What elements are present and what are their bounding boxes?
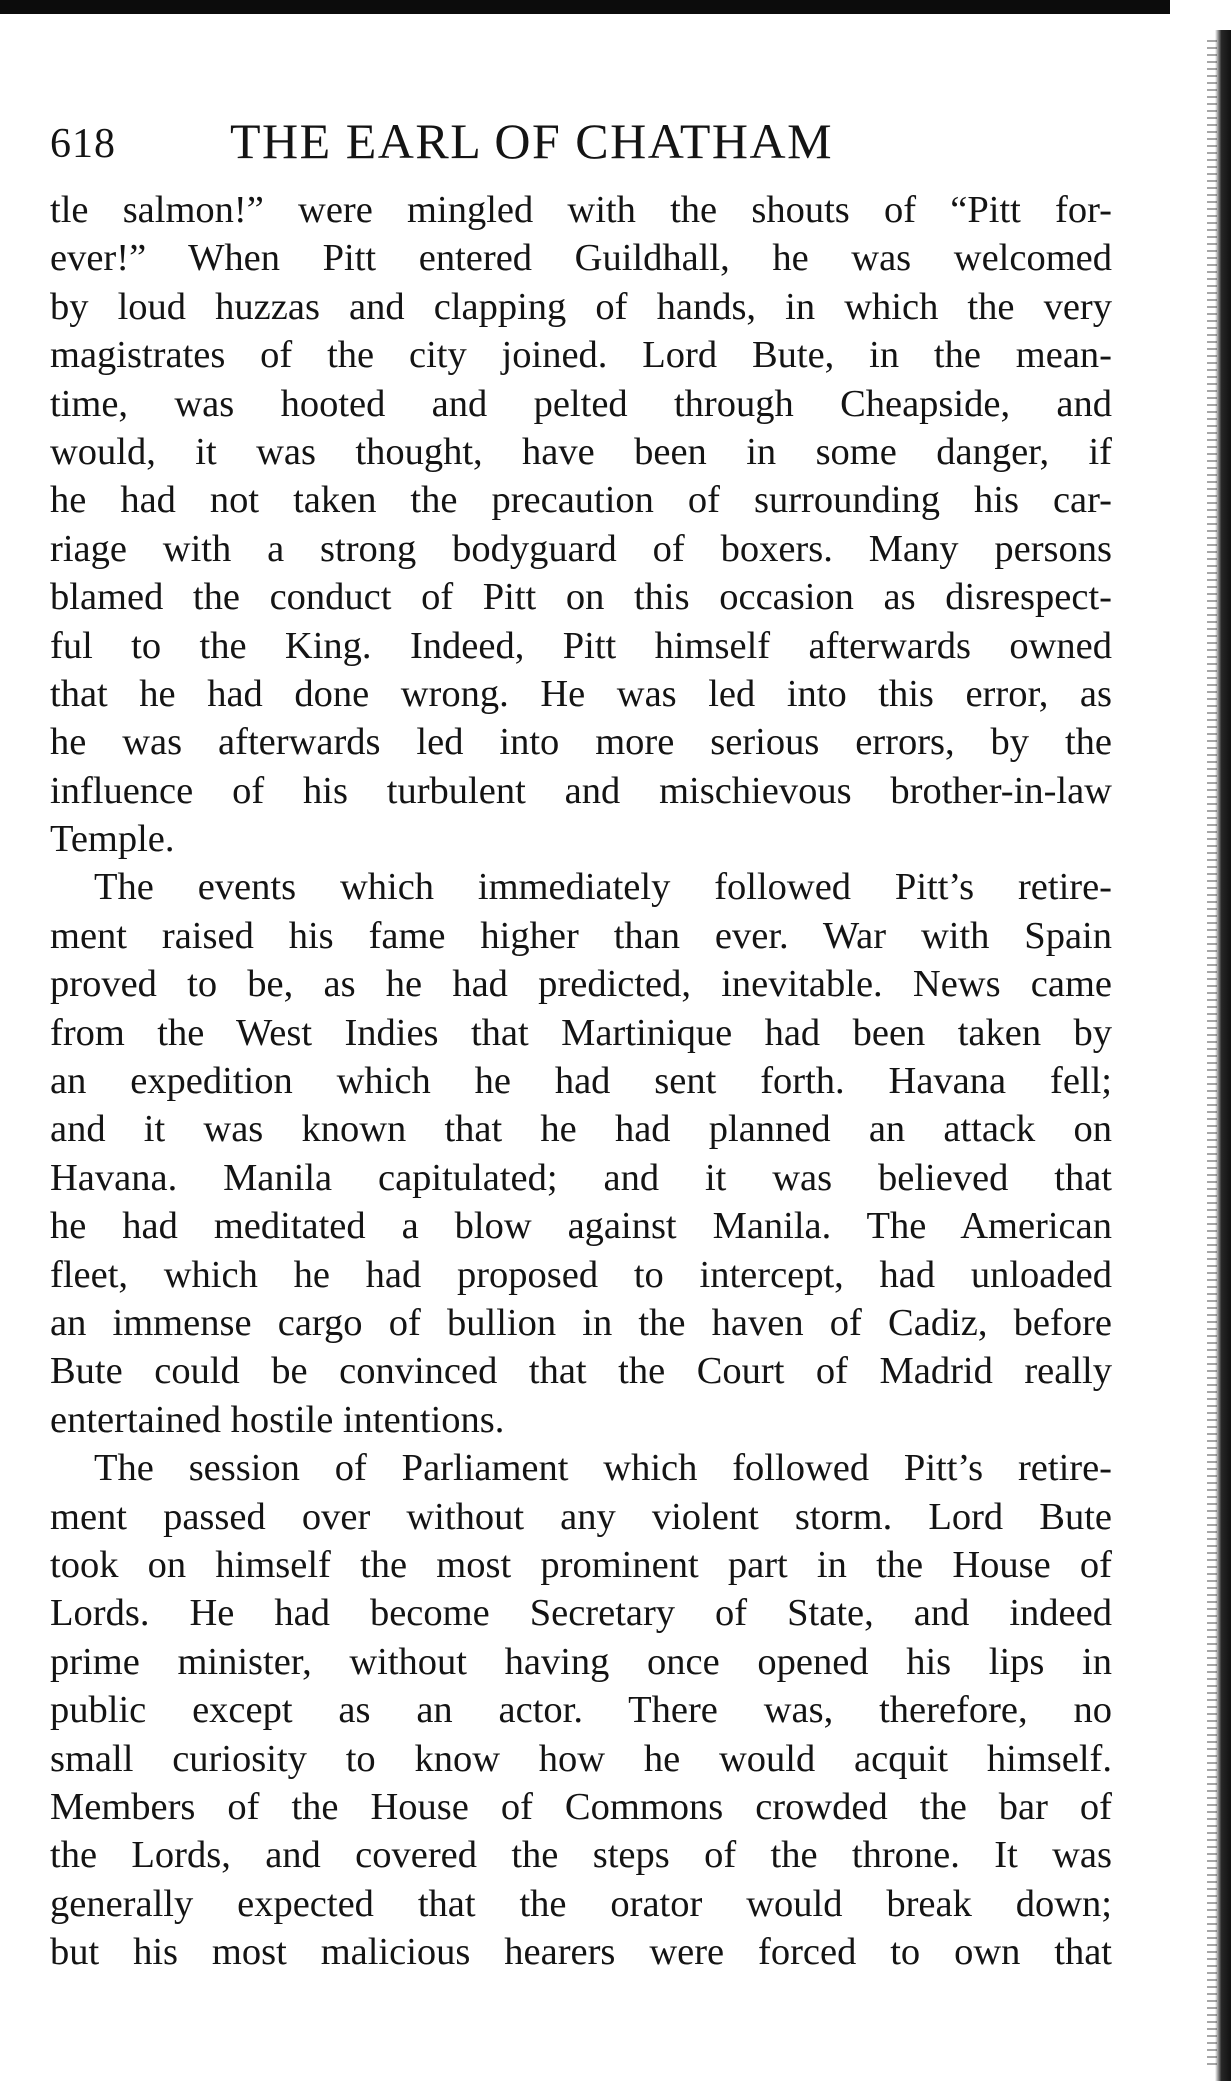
text-line: blamed the conduct of Pitt on this occasion as disrespect- bbox=[50, 576, 1112, 619]
text-line: ment raised his fame higher than ever. War with Spain bbox=[50, 914, 1112, 957]
text-line: public except as an actor. There was, therefore, no bbox=[50, 1689, 1112, 1732]
text-line: proved to be, as he had predicted, inevitable. News came bbox=[50, 963, 1112, 1006]
book-spine-texture bbox=[1207, 40, 1217, 2070]
top-page-edge bbox=[0, 0, 1170, 14]
paragraph-start-line: The events which immediately followed Pitt’s retire- bbox=[94, 866, 1112, 909]
text-line: the Lords, and covered the steps of the throne. It was bbox=[50, 1834, 1112, 1877]
text-line: but his most malicious hearers were forced to own that bbox=[50, 1931, 1112, 1974]
text-line: influence of his turbulent and mischievous brother-in-law bbox=[50, 769, 1112, 812]
text-line: ment passed over without any violent storm. Lord Bute bbox=[50, 1495, 1112, 1538]
text-line: tle salmon!” were mingled with the shouts of “Pitt for- bbox=[50, 189, 1112, 231]
text-line: fleet, which he had proposed to intercept, had unloaded bbox=[50, 1253, 1112, 1296]
text-line: generally expected that the orator would break down; bbox=[50, 1882, 1112, 1925]
text-line: Members of the House of Commons crowded the bar of bbox=[50, 1785, 1112, 1828]
text-line: he was afterwards led into more serious errors, by the bbox=[50, 721, 1112, 764]
text-line: ful to the King. Indeed, Pitt himself afterwards owned bbox=[50, 624, 1112, 667]
text-line: he had not taken the precaution of surrounding his car- bbox=[50, 479, 1112, 522]
text-line: prime minister, without having once opened his lips in bbox=[50, 1640, 1112, 1683]
text-line: an immense cargo of bullion in the haven of Cadiz, before bbox=[50, 1301, 1112, 1344]
text-line: Temple. bbox=[50, 818, 175, 861]
body-text bbox=[50, 186, 1112, 1976]
text-line: and it was known that he had planned an attack on bbox=[50, 1108, 1112, 1151]
running-title: THE EARL OF CHATHAM bbox=[230, 113, 834, 169]
page-number: 618 bbox=[50, 121, 116, 167]
text-line: Lords. He had become Secretary of State, and indeed bbox=[50, 1592, 1112, 1635]
text-line: riage with a strong bodyguard of boxers. Many persons bbox=[50, 527, 1112, 570]
text-line: by loud huzzas and clapping of hands, in which the very bbox=[50, 285, 1112, 328]
text-line: magistrates of the city joined. Lord Bute, in the mean- bbox=[50, 334, 1112, 377]
text-line: Havana. Manila capitulated; and it was believed that bbox=[50, 1156, 1112, 1199]
text-line: ever!” When Pitt entered Guildhall, he was welcomed bbox=[50, 237, 1112, 280]
text-line: would, it was thought, have been in some danger, if bbox=[50, 430, 1112, 473]
text-line: entertained hostile intentions. bbox=[50, 1398, 505, 1441]
text-line: that he had done wrong. He was led into this error, as bbox=[50, 672, 1112, 715]
text-line: Bute could be convinced that the Court of Madrid really bbox=[50, 1350, 1112, 1393]
text-line: he had meditated a blow against Manila. The American bbox=[50, 1205, 1112, 1248]
text-line: an expedition which he had sent forth. Havana fell; bbox=[50, 1060, 1112, 1103]
book-spine-shadow bbox=[1215, 30, 1231, 2081]
running-header bbox=[50, 112, 1110, 176]
paragraph-start-line: The session of Parliament which followed Pitt’s retire- bbox=[94, 1447, 1112, 1490]
text-line: small curiosity to know how he would acquit himself. bbox=[50, 1737, 1112, 1780]
text-line: took on himself the most prominent part in the House of bbox=[50, 1543, 1112, 1586]
text-line: from the West Indies that Martinique had been taken by bbox=[50, 1011, 1112, 1054]
text-line: time, was hooted and pelted through Cheapside, and bbox=[50, 382, 1112, 425]
